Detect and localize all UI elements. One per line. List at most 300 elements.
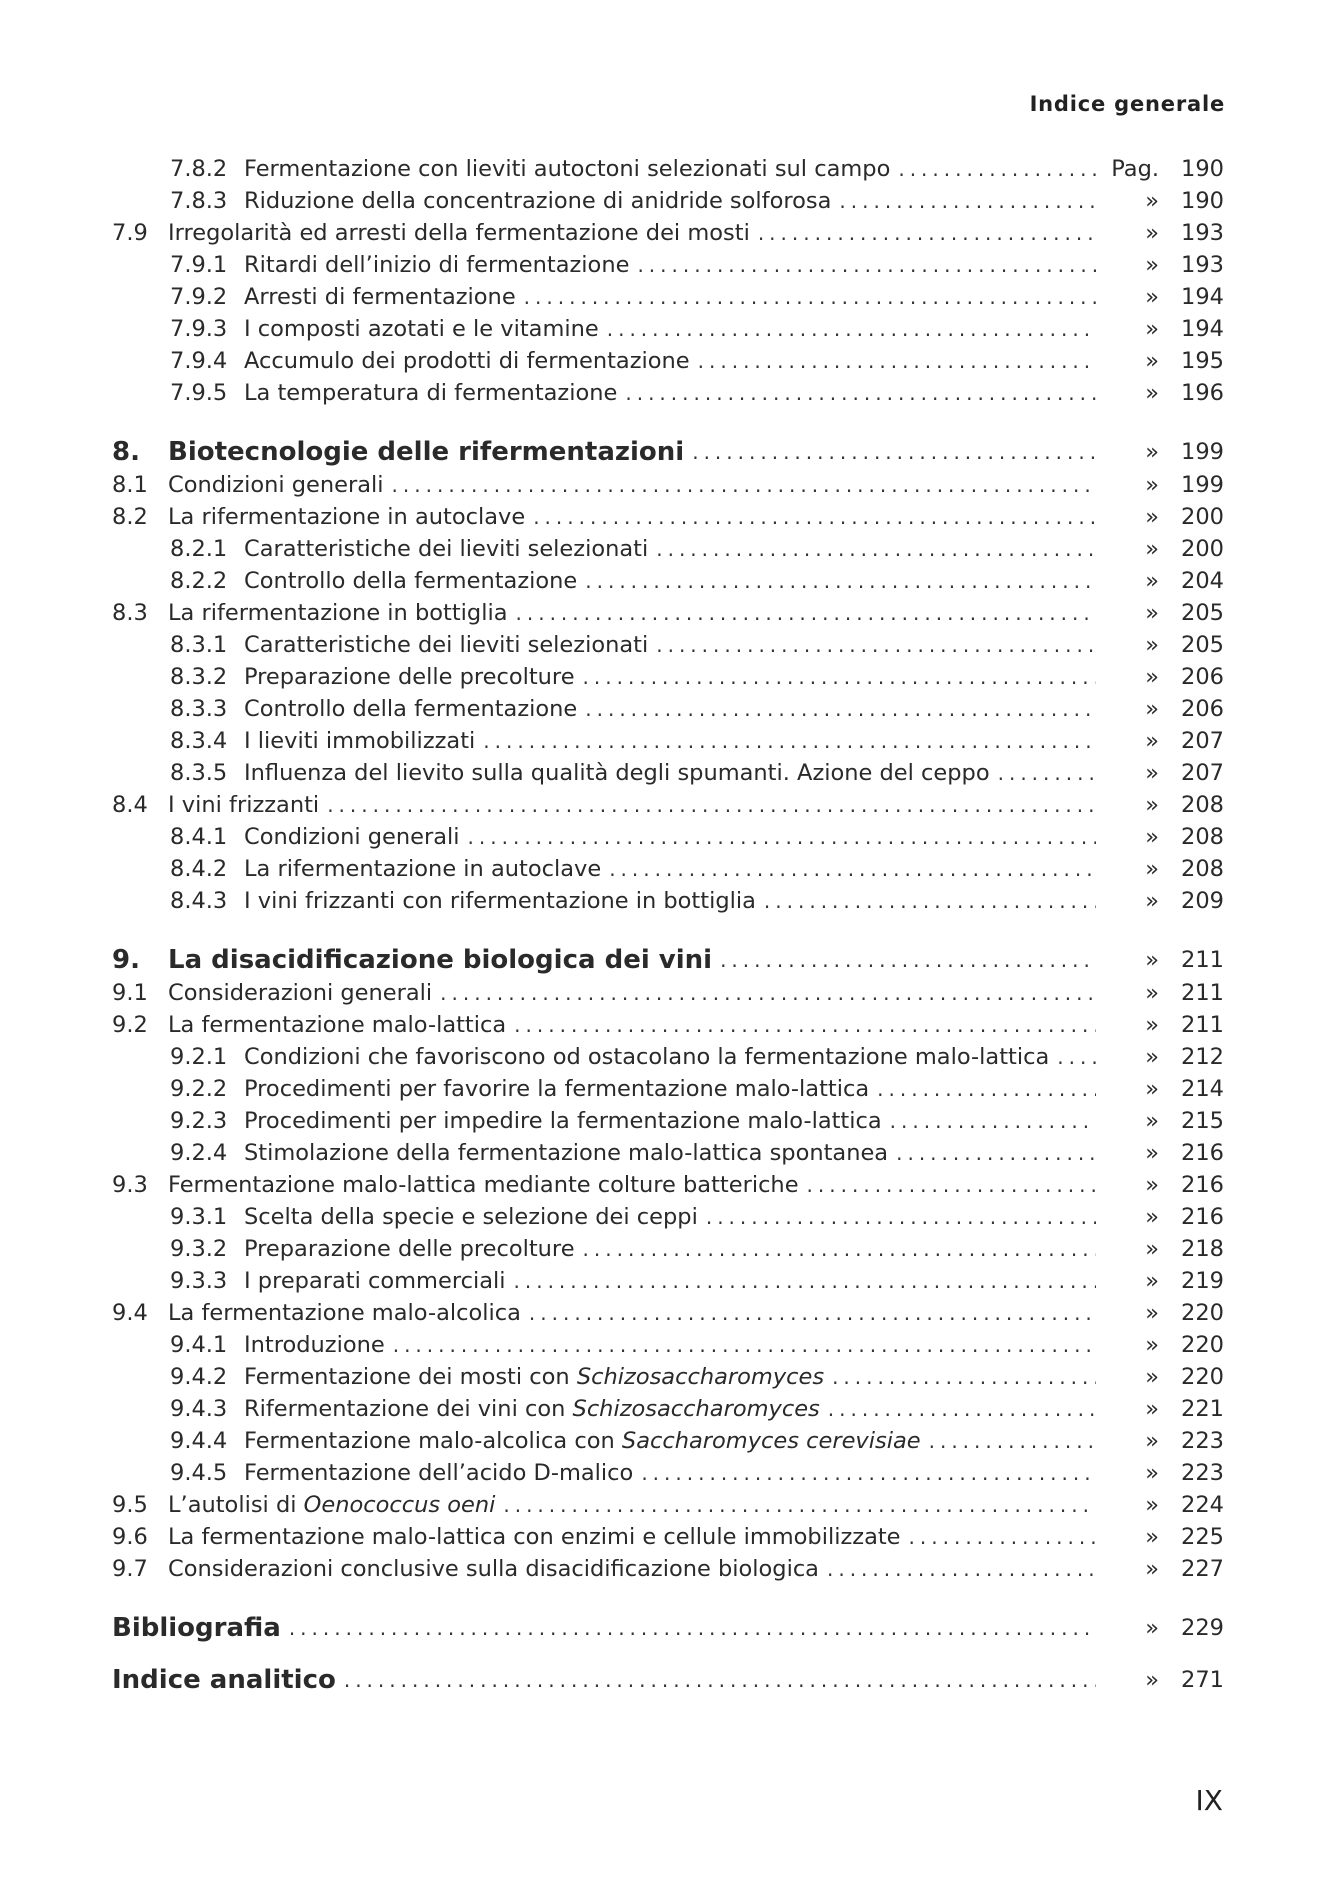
toc-entry-title-wrap <box>244 185 1096 217</box>
toc-entry-title-text: La fermentazione malo-alcolica <box>168 1300 521 1326</box>
dot-leader <box>440 977 1096 1009</box>
toc-entry-number: 8.2 <box>112 504 148 530</box>
toc-entry-title-text: Condizioni generali <box>168 472 384 498</box>
toc-entry-title <box>244 821 468 853</box>
toc-entry-title-text: Controllo della fermentazione <box>244 568 578 594</box>
toc-entry-title-text: Arresti di fermentazione <box>244 284 516 310</box>
toc-entry-number: 9.2.3 <box>170 1108 228 1134</box>
toc-entry-title-wrap <box>244 1105 1096 1137</box>
toc-entry-title-wrap <box>244 1425 1096 1457</box>
toc-entry[interactable] <box>112 185 1224 217</box>
toc-entry-title-wrap <box>244 629 1096 661</box>
toc-entry-title-italic: Schizosaccharomyces <box>572 1396 820 1422</box>
toc-entry[interactable] <box>112 533 1224 565</box>
ditto-mark: » <box>1145 348 1159 374</box>
ditto-mark: » <box>1145 1492 1159 1518</box>
toc-entry-title-text: Indice analitico <box>112 1665 336 1695</box>
toc-entry-page: 205 <box>1181 632 1224 658</box>
dot-leader <box>344 1663 1096 1697</box>
toc-entry[interactable] <box>112 1297 1224 1329</box>
ditto-mark: » <box>1145 1556 1159 1582</box>
toc-entry[interactable] <box>112 1521 1224 1553</box>
toc-entry-number: 9.3.2 <box>170 1236 228 1262</box>
toc-entry-title <box>168 469 392 501</box>
toc-entry-page: 200 <box>1181 536 1224 562</box>
toc-entry-page: 211 <box>1181 980 1224 1006</box>
toc-entry-title-wrap <box>244 377 1096 409</box>
toc-entry-number: 9.2.2 <box>170 1076 228 1102</box>
toc-entry-number: 9.4.3 <box>170 1396 228 1422</box>
ditto-mark: » <box>1145 792 1159 818</box>
running-header: Indice generale <box>1029 92 1225 116</box>
toc-entry-page: 196 <box>1181 380 1224 406</box>
dot-leader <box>1057 1041 1096 1073</box>
dot-leader <box>514 1009 1096 1041</box>
toc-entry-page: 200 <box>1181 504 1224 530</box>
ditto-mark: » <box>1145 1204 1159 1230</box>
toc-entry-number: 9.4.5 <box>170 1460 228 1486</box>
dot-leader <box>585 693 1096 725</box>
toc-entry-title-wrap <box>112 1663 1096 1697</box>
toc-entry-title <box>112 1611 289 1645</box>
dot-leader <box>468 821 1096 853</box>
toc-entry-title-text: Influenza del lievito sulla qualità degli spumanti. Azione del ceppo <box>244 760 990 786</box>
dot-leader <box>832 1361 1096 1393</box>
toc-entry-title-wrap <box>112 1611 1096 1645</box>
toc-entry-page: 223 <box>1181 1460 1224 1486</box>
toc-entry-title <box>244 693 585 725</box>
toc-entry-title-text: Preparazione delle precolture <box>244 664 575 690</box>
toc-entry[interactable] <box>112 1265 1224 1297</box>
toc-entry[interactable] <box>112 1489 1224 1521</box>
toc-entry-title-text: Controllo della fermentazione <box>244 696 578 722</box>
toc-entry-page: 208 <box>1181 792 1224 818</box>
toc-entry[interactable] <box>112 1041 1224 1073</box>
toc-entry-title <box>244 1265 514 1297</box>
toc-entry[interactable] <box>112 345 1224 377</box>
toc-entry[interactable] <box>112 249 1224 281</box>
toc-entry-page: 199 <box>1181 472 1224 498</box>
toc-entry-number: 9.7 <box>112 1556 148 1582</box>
toc-entry-number: 7.9.1 <box>170 252 228 278</box>
dot-leader <box>392 469 1096 501</box>
toc-entry-page: 215 <box>1181 1108 1224 1134</box>
toc-entry-title-text: Scelta della specie e selezione dei ceppi <box>244 1204 698 1230</box>
dot-leader <box>758 217 1096 249</box>
ditto-mark: » <box>1145 824 1159 850</box>
toc-entry-title-text: La temperatura di fermentazione <box>244 380 618 406</box>
ditto-mark: » <box>1145 1460 1159 1486</box>
toc-entry-title-italic: Oenococcus oeni <box>303 1492 496 1518</box>
toc-entry-title-wrap <box>244 821 1096 853</box>
toc-entry[interactable] <box>112 217 1224 249</box>
toc-entry-title-wrap <box>244 281 1096 313</box>
toc-entry[interactable] <box>112 1233 1224 1265</box>
toc-entry-number: 8. <box>112 437 140 467</box>
toc-entry[interactable] <box>112 1553 1224 1585</box>
toc-entry-page: 220 <box>1181 1332 1224 1358</box>
toc-entry[interactable] <box>112 789 1224 821</box>
toc-entry[interactable] <box>112 597 1224 629</box>
toc-entry-page: 271 <box>1181 1667 1224 1693</box>
ditto-mark: » <box>1145 632 1159 658</box>
ditto-mark: » <box>1145 856 1159 882</box>
toc-entry-page: 212 <box>1181 1044 1224 1070</box>
ditto-mark: » <box>1145 1524 1159 1550</box>
toc-entry-number: 7.9.5 <box>170 380 228 406</box>
toc-entry[interactable] <box>112 853 1224 885</box>
toc-entry-title-text: Condizioni che favoriscono od ostacolano la fermentazione malo-lattica <box>244 1044 1050 1070</box>
toc-entry[interactable] <box>112 501 1224 533</box>
toc-entry-page: 206 <box>1181 696 1224 722</box>
ditto-mark: » <box>1145 1012 1159 1038</box>
toc-entry-number: 9.3.1 <box>170 1204 228 1230</box>
toc-entry-title-wrap <box>168 1553 1096 1585</box>
toc-entry[interactable] <box>112 1361 1224 1393</box>
toc-entry-title-text: Accumulo dei prodotti di fermentazione <box>244 348 690 374</box>
toc-entry-title-wrap <box>244 885 1096 917</box>
dot-leader <box>583 1233 1096 1265</box>
toc-entry-title-text: Preparazione delle precolture <box>244 1236 575 1262</box>
toc-entry-number: 7.9.2 <box>170 284 228 310</box>
toc-entry-page: 216 <box>1181 1140 1224 1166</box>
toc-entry-title <box>244 1137 896 1169</box>
dot-leader <box>890 1105 1096 1137</box>
toc-entry-title-text: La rifermentazione in bottiglia <box>168 600 508 626</box>
toc-entry-number: 8.3.4 <box>170 728 228 754</box>
toc-entry-title-wrap <box>168 977 1096 1009</box>
toc-entry[interactable] <box>112 977 1224 1009</box>
toc-entry-number: 8.2.1 <box>170 536 228 562</box>
toc-entry-number: 9.3 <box>112 1172 148 1198</box>
toc-entry-title-wrap <box>244 693 1096 725</box>
toc-entry-title <box>168 597 516 629</box>
toc-entry-title-text: Fermentazione con lieviti autoctoni selezionati sul campo <box>244 156 891 182</box>
toc-entry-title <box>244 661 583 693</box>
toc-entry-title <box>244 885 764 917</box>
toc-entry-title-wrap <box>168 789 1096 821</box>
toc-entry-page: 216 <box>1181 1172 1224 1198</box>
toc-entry-title <box>244 281 524 313</box>
toc-entry[interactable] <box>112 629 1224 661</box>
toc-entry-title-text: La disacidificazione biologica dei vini <box>168 945 713 975</box>
toc-entry-title <box>244 757 998 789</box>
ditto-mark: » <box>1145 760 1159 786</box>
toc-entry[interactable] <box>112 1663 1224 1697</box>
ditto-mark: » <box>1145 888 1159 914</box>
ditto-mark: » <box>1145 1236 1159 1262</box>
toc-entry[interactable] <box>112 1009 1224 1041</box>
toc-entry-number: 9.5 <box>112 1492 148 1518</box>
toc-entry-number: 8.4.3 <box>170 888 228 914</box>
toc-entry[interactable] <box>112 943 1224 977</box>
toc-entry-page: 194 <box>1181 316 1224 342</box>
toc-entry-number: 7.8.3 <box>170 188 228 214</box>
table-of-contents <box>112 153 1224 1697</box>
toc-entry-title <box>244 533 656 565</box>
toc-entry-number: 9.2.1 <box>170 1044 228 1070</box>
toc-entry-title <box>244 377 625 409</box>
dot-leader <box>764 885 1096 917</box>
toc-entry-title <box>244 1329 393 1361</box>
toc-entry-title-text: I preparati commerciali <box>244 1268 506 1294</box>
toc-entry-page: 218 <box>1181 1236 1224 1262</box>
toc-entry-title-wrap <box>168 1521 1096 1553</box>
toc-entry-title-wrap <box>168 597 1096 629</box>
dot-leader <box>827 1553 1096 1585</box>
toc-entry-title-text: L’autolisi di <box>168 1492 304 1518</box>
toc-entry-title <box>168 1169 807 1201</box>
toc-entry-title-text: La rifermentazione in autoclave <box>244 856 602 882</box>
toc-entry-number: 7.9.4 <box>170 348 228 374</box>
ditto-mark: » <box>1145 220 1159 246</box>
toc-entry-number: 8.3.5 <box>170 760 228 786</box>
toc-entry[interactable] <box>112 565 1224 597</box>
dot-leader <box>503 1489 1096 1521</box>
toc-entry-title-wrap <box>168 435 1096 469</box>
dot-leader <box>585 565 1096 597</box>
toc-entry-title-text: Introduzione <box>244 1332 385 1358</box>
toc-entry-title-text: I lieviti immobilizzati <box>244 728 476 754</box>
toc-entry-number: 7.8.2 <box>170 156 228 182</box>
dot-leader <box>483 725 1096 757</box>
toc-entry-title-wrap <box>168 469 1096 501</box>
ditto-mark: » <box>1145 696 1159 722</box>
toc-entry-page: 190 <box>1181 156 1224 182</box>
ditto-mark: » <box>1145 536 1159 562</box>
toc-entry-number: 8.4.1 <box>170 824 228 850</box>
toc-entry[interactable] <box>112 377 1224 409</box>
toc-entry-title-wrap <box>244 153 1096 185</box>
toc-entry-title <box>168 1489 503 1521</box>
toc-entry[interactable] <box>112 661 1224 693</box>
toc-entry-title-wrap <box>244 661 1096 693</box>
toc-entry[interactable] <box>112 1105 1224 1137</box>
toc-entry-title <box>244 725 483 757</box>
toc-entry-number: 9.4.4 <box>170 1428 228 1454</box>
toc-entry-page: 214 <box>1181 1076 1224 1102</box>
toc-entry[interactable] <box>112 1073 1224 1105</box>
ditto-mark: » <box>1145 252 1159 278</box>
toc-entry-page: 208 <box>1181 824 1224 850</box>
toc-entry-number: 8.3.3 <box>170 696 228 722</box>
ditto-mark: » <box>1145 980 1159 1006</box>
toc-entry-title-wrap <box>244 1073 1096 1105</box>
toc-entry-title-italic: Schizosaccharomyces <box>576 1364 825 1390</box>
toc-entry-title <box>244 185 839 217</box>
toc-entry-title-wrap <box>244 1393 1096 1425</box>
toc-entry-number: 8.1 <box>112 472 148 498</box>
toc-entry-number: 8.3.2 <box>170 664 228 690</box>
dot-leader <box>877 1073 1096 1105</box>
dot-leader <box>516 597 1097 629</box>
toc-entry[interactable] <box>112 1457 1224 1489</box>
ditto-mark: » <box>1145 1300 1159 1326</box>
dot-leader <box>637 249 1096 281</box>
ditto-mark: » <box>1145 1076 1159 1102</box>
toc-entry-number: 8.2.2 <box>170 568 228 594</box>
toc-entry-page: 204 <box>1181 568 1224 594</box>
toc-entry-title-text: Ritardi dell’inizio di fermentazione <box>244 252 630 278</box>
toc-entry-title <box>168 217 758 249</box>
toc-entry-title-italic: Saccharomyces cerevisiae <box>621 1428 921 1454</box>
ditto-mark: » <box>1145 568 1159 594</box>
dot-leader <box>998 757 1096 789</box>
dot-leader <box>898 153 1096 185</box>
toc-entry-title-wrap <box>168 501 1096 533</box>
toc-entry-number: 9.4.1 <box>170 1332 228 1358</box>
toc-entry[interactable] <box>112 725 1224 757</box>
toc-entry-title <box>244 565 585 597</box>
ditto-mark: » <box>1145 1140 1159 1166</box>
dot-leader <box>656 533 1096 565</box>
ditto-mark: » <box>1145 1428 1159 1454</box>
dot-leader <box>706 1201 1096 1233</box>
toc-entry-title-text: Condizioni generali <box>244 824 460 850</box>
ditto-mark: » <box>1145 1364 1159 1390</box>
dot-leader <box>839 185 1096 217</box>
ditto-mark: » <box>1145 1667 1159 1693</box>
toc-entry-title <box>244 1457 641 1489</box>
toc-entry-page: 190 <box>1181 188 1224 214</box>
toc-entry-title-text: Caratteristiche dei lieviti selezionati <box>244 632 649 658</box>
dot-leader <box>514 1265 1097 1297</box>
ditto-mark: » <box>1145 1172 1159 1198</box>
toc-entry-title <box>244 1361 832 1393</box>
toc-entry-page: 199 <box>1181 439 1224 465</box>
toc-entry-title-wrap <box>244 533 1096 565</box>
toc-entry-title-text: Caratteristiche dei lieviti selezionati <box>244 536 649 562</box>
toc-entry-title <box>244 153 898 185</box>
ditto-mark: » <box>1145 439 1159 465</box>
toc-entry-title-wrap <box>244 725 1096 757</box>
toc-entry-title <box>168 1297 529 1329</box>
toc-entry-title-text: Fermentazione dei mosti con <box>244 1364 577 1390</box>
page-number: IX <box>1195 1784 1223 1817</box>
toc-entry-page: 227 <box>1181 1556 1224 1582</box>
toc-entry-title <box>168 1553 827 1585</box>
toc-entry[interactable] <box>112 1393 1224 1425</box>
toc-entry-title-wrap <box>244 313 1096 345</box>
toc-entry-title <box>244 629 656 661</box>
toc-entry-title-wrap <box>244 1201 1096 1233</box>
toc-entry-title <box>168 501 533 533</box>
toc-entry[interactable] <box>112 1329 1224 1361</box>
toc-entry-title-text: Procedimenti per impedire la fermentazione malo-lattica <box>244 1108 882 1134</box>
toc-entry[interactable] <box>112 469 1224 501</box>
toc-entry-page: 220 <box>1181 1364 1224 1390</box>
toc-entry-page: 193 <box>1181 252 1224 278</box>
toc-entry-title <box>244 1073 877 1105</box>
dot-leader <box>692 435 1096 469</box>
toc-entry-page: 225 <box>1181 1524 1224 1550</box>
toc-entry-title-wrap <box>244 1329 1096 1361</box>
toc-entry-number: 9.6 <box>112 1524 148 1550</box>
toc-entry-title-text: Stimolazione della fermentazione malo-lattica spontanea <box>244 1140 889 1166</box>
toc-entry-number: 7.9.3 <box>170 316 228 342</box>
toc-entry-page: 206 <box>1181 664 1224 690</box>
toc-entry-title-text: La fermentazione malo-lattica <box>168 1012 507 1038</box>
toc-entry-title <box>244 1041 1057 1073</box>
toc-entry-number: 9.4 <box>112 1300 148 1326</box>
toc-entry[interactable] <box>112 153 1224 185</box>
toc-entry[interactable] <box>112 313 1224 345</box>
dot-leader <box>583 661 1096 693</box>
toc-entry[interactable] <box>112 435 1224 469</box>
toc-entry[interactable] <box>112 1169 1224 1201</box>
ditto-mark: » <box>1145 1044 1159 1070</box>
dot-leader <box>327 789 1096 821</box>
toc-entry-title-text: La rifermentazione in autoclave <box>168 504 526 530</box>
toc-entry-title-text: Fermentazione malo-lattica mediante colture batteriche <box>168 1172 799 1198</box>
toc-entry-page: 193 <box>1181 220 1224 246</box>
toc-entry-page: 220 <box>1181 1300 1224 1326</box>
toc-entry-title-text: Rifermentazione dei vini con <box>244 1396 573 1422</box>
toc-entry-page: 216 <box>1181 1204 1224 1230</box>
toc-entry[interactable] <box>112 281 1224 313</box>
toc-entry-page: 209 <box>1181 888 1224 914</box>
toc-entry-title <box>244 313 607 345</box>
toc-entry-title-text: Considerazioni conclusive sulla disacidificazione biologica <box>168 1556 819 1582</box>
toc-entry-page: 223 <box>1181 1428 1224 1454</box>
toc-entry-title-wrap <box>244 1457 1096 1489</box>
toc-entry[interactable] <box>112 1137 1224 1169</box>
ditto-mark: » <box>1145 380 1159 406</box>
ditto-mark: » <box>1145 664 1159 690</box>
toc-entry-title-wrap <box>244 1137 1096 1169</box>
dot-leader <box>720 943 1096 977</box>
toc-entry[interactable] <box>112 1201 1224 1233</box>
ditto-mark: » <box>1145 188 1159 214</box>
toc-entry-title <box>244 1201 706 1233</box>
toc-entry-title-wrap <box>168 943 1096 977</box>
dot-leader <box>656 629 1096 661</box>
dot-leader <box>524 281 1096 313</box>
toc-entry[interactable] <box>112 1611 1224 1645</box>
toc-entry-page: 224 <box>1181 1492 1224 1518</box>
ditto-mark: » <box>1145 1332 1159 1358</box>
toc-entry-title-text: Fermentazione malo-alcolica con <box>244 1428 622 1454</box>
toc-entry-title-text: I vini frizzanti <box>168 792 320 818</box>
ditto-mark: » <box>1145 504 1159 530</box>
toc-entry-number: 7.9 <box>112 220 148 246</box>
toc-entry-title <box>112 1663 344 1697</box>
ditto-mark: » <box>1145 1268 1159 1294</box>
toc-entry-title-wrap <box>168 217 1096 249</box>
ditto-mark: » <box>1145 947 1159 973</box>
toc-entry-title-wrap <box>244 565 1096 597</box>
toc-entry[interactable] <box>112 693 1224 725</box>
toc-entry[interactable] <box>112 885 1224 917</box>
toc-entry[interactable] <box>112 757 1224 789</box>
toc-entry-title <box>168 1521 909 1553</box>
toc-entry[interactable] <box>112 821 1224 853</box>
toc-entry-page: 205 <box>1181 600 1224 626</box>
ditto-mark: » <box>1145 1108 1159 1134</box>
toc-entry[interactable] <box>112 1425 1224 1457</box>
toc-entry-title <box>168 943 720 977</box>
dot-leader <box>289 1611 1096 1645</box>
toc-entry-title-text: Bibliografia <box>112 1613 281 1643</box>
toc-entry-title <box>244 1105 890 1137</box>
toc-entry-page: 211 <box>1181 1012 1224 1038</box>
dot-leader <box>698 345 1096 377</box>
dot-leader <box>641 1457 1096 1489</box>
toc-entry-page: 229 <box>1181 1615 1224 1641</box>
toc-entry-title-wrap <box>244 1041 1096 1073</box>
toc-entry-number: 8.4 <box>112 792 148 818</box>
toc-entry-number: 9.4.2 <box>170 1364 228 1390</box>
